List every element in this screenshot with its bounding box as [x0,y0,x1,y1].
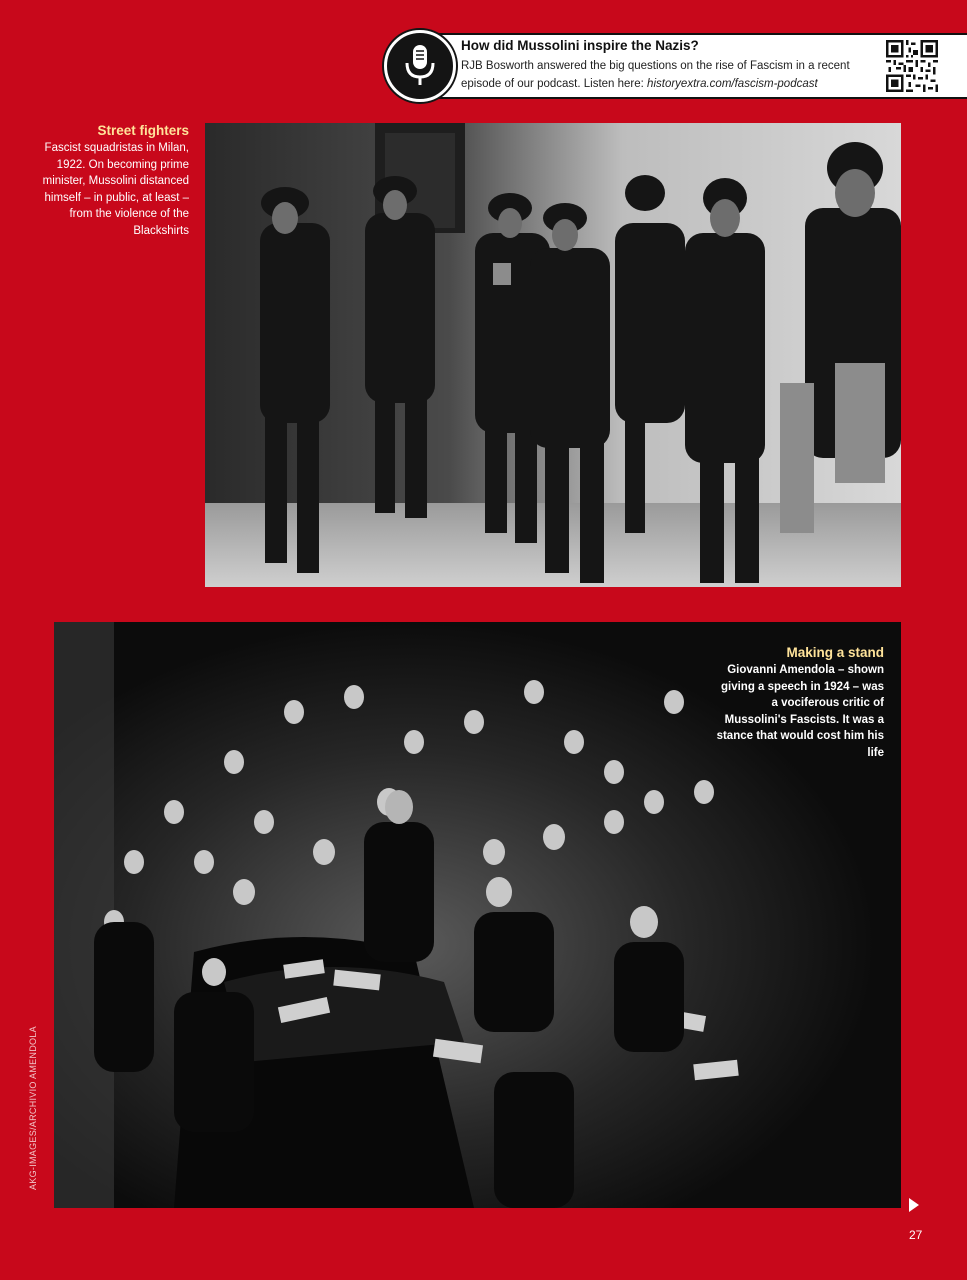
squadristas-photo [205,123,901,587]
photo2-caption-body: Giovanni Amendola – shown giving a speech in 1924 – was a vociferous critic of Mussolini's Fascists. It was a stance that would cost him his life [716,664,884,759]
microphone-icon [384,30,456,102]
photo1-caption-body: Fascist squadristas in Milan, 1922. On becoming prime minister, Mussolini distanced himself – in public, at least – from the violence of the Blackshirts [42,142,189,237]
photo2-caption-title: Making a stand [786,645,884,660]
photo-credit: AKG-IMAGES/ARCHIVIO AMENDOLA [28,1026,38,1190]
qr-code-icon[interactable] [886,40,938,92]
photo1-caption-title: Street fighters [97,123,189,138]
podcast-text [461,57,871,93]
page-number: 27 [909,1228,923,1242]
photo2-caption [716,644,884,761]
podcast-title: How did Mussolini inspire the Nazis? [461,38,699,53]
photo1-caption [40,122,189,239]
podcast-link[interactable]: historyextra.com/fascism-podcast [647,78,818,90]
next-page-arrow-icon [909,1198,919,1212]
podcast-description: RJB Bosworth answered the big questions on the rise of Fascism in a recent episode of our podcast. Listen here: [461,60,850,90]
